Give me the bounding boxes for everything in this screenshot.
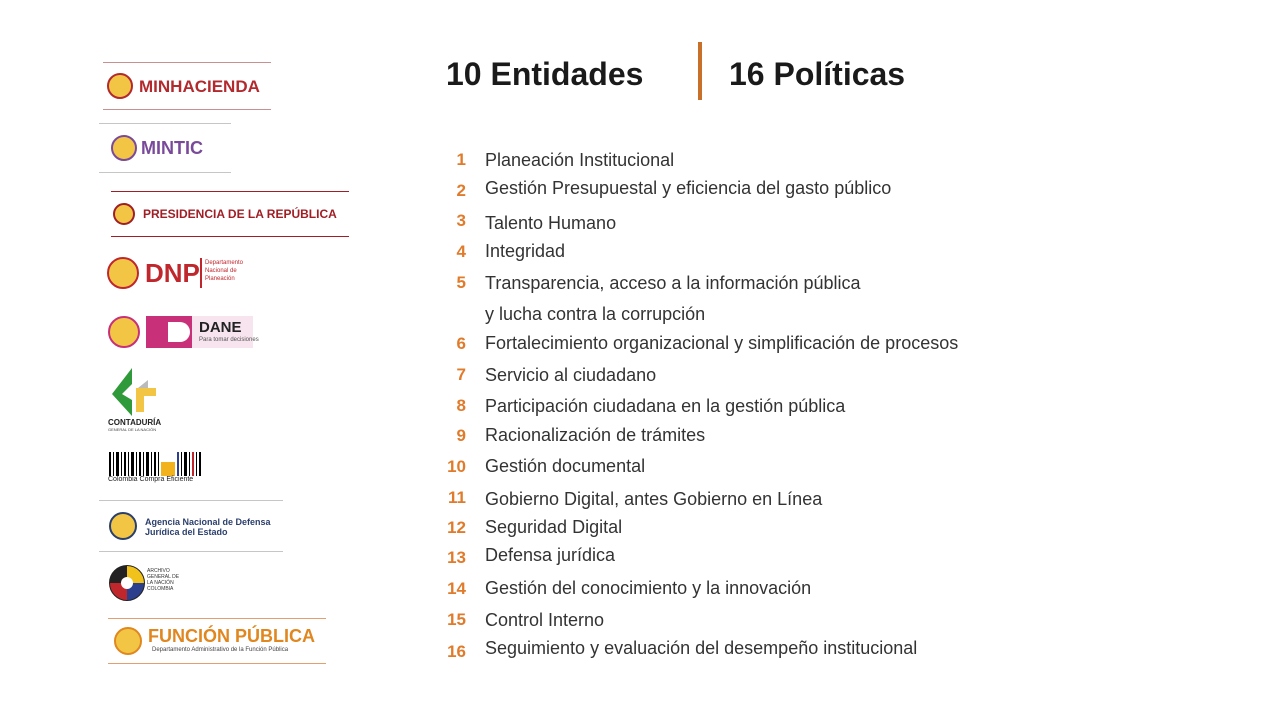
policy-label: Gestión documental bbox=[485, 456, 646, 476]
coat-of-arms-icon bbox=[108, 316, 140, 348]
policy-label: Gestión Presupuestal y eficiencia del gasto público bbox=[485, 178, 892, 198]
contaduria-emblem-icon bbox=[108, 366, 170, 416]
coat-of-arms-icon bbox=[107, 73, 133, 99]
policy-number: 3 bbox=[456, 211, 466, 230]
archivo-general-logo: ARCHIVO GENERAL DE LA NACIÓN COLOMBIA bbox=[107, 562, 183, 604]
barcode-icon bbox=[108, 452, 204, 476]
coat-of-arms-icon bbox=[107, 257, 139, 289]
mintic-logo: MINTIC bbox=[99, 123, 231, 173]
coat-of-arms-icon bbox=[114, 627, 142, 655]
policy-label: Seguridad Digital bbox=[485, 517, 623, 537]
policies-title: 16 Políticas bbox=[729, 56, 906, 92]
policy-label: Gestión del conocimiento y la innovación bbox=[485, 578, 812, 598]
coat-of-arms-icon bbox=[109, 512, 137, 540]
policy-label: Control Interno bbox=[485, 610, 605, 630]
dnp-logo: DNP Departamento Nacional de Planeación bbox=[107, 254, 247, 292]
policy-label: Talento Humano bbox=[485, 213, 617, 233]
policy-label: Participación ciudadana en la gestión pública bbox=[485, 396, 846, 416]
defensa-juridica-logo: Agencia Nacional de Defensa Jurídica del Estado bbox=[99, 500, 283, 552]
archivo-emblem-icon bbox=[109, 565, 145, 601]
coat-of-arms-icon bbox=[111, 135, 137, 161]
policy-number: 1 bbox=[456, 150, 466, 169]
entities-title: 10 Entidades bbox=[446, 56, 644, 92]
policy-number: 12 bbox=[447, 518, 466, 537]
minhacienda-logo: MINHACIENDA bbox=[103, 62, 271, 110]
policy-label: Fortalecimiento organizacional y simplificación de procesos bbox=[485, 333, 959, 353]
policy-number: 11 bbox=[448, 488, 466, 507]
colombia-compra-logo: Colombia Compra Eficiente bbox=[108, 452, 204, 486]
policy-label: Integridad bbox=[485, 241, 566, 261]
policy-number: 9 bbox=[456, 426, 466, 445]
policy-number: 16 bbox=[447, 642, 466, 661]
dane-logo: DANE Para tomar decisiones bbox=[108, 314, 253, 350]
policy-number: 7 bbox=[456, 365, 466, 384]
policy-label: Servicio al ciudadano bbox=[485, 365, 657, 385]
policy-number: 15 bbox=[447, 610, 466, 629]
policy-label: Planeación Institucional bbox=[485, 150, 675, 170]
policy-number: 4 bbox=[456, 242, 466, 261]
policy-number: 14 bbox=[447, 579, 466, 598]
policy-label: Seguimiento y evaluación del desempeño institucional bbox=[485, 638, 918, 658]
title-divider bbox=[698, 42, 702, 100]
policy-label: Transparencia, acceso a la información pública bbox=[485, 273, 861, 293]
policy-label: Defensa jurídica bbox=[485, 545, 616, 565]
policy-number: 10 bbox=[447, 457, 466, 476]
policy-number: 5 bbox=[456, 273, 466, 292]
coat-of-arms-icon bbox=[113, 203, 135, 225]
policy-number: 8 bbox=[456, 396, 466, 415]
contaduria-logo: CONTADURÍA GENERAL DE LA NACIÓN bbox=[108, 366, 170, 434]
policy-label: Gobierno Digital, antes Gobierno en Línea bbox=[485, 489, 823, 509]
policy-label-continued: y lucha contra la corrupción bbox=[485, 304, 706, 324]
policy-number: 2 bbox=[456, 181, 466, 200]
policy-label: Racionalización de trámites bbox=[485, 425, 706, 445]
policy-number: 13 bbox=[447, 548, 466, 567]
presidencia-logo: PRESIDENCIA DE LA REPÚBLICA bbox=[111, 191, 349, 237]
funcion-publica-logo: FUNCIÓN PÚBLICA Departamento Administrativo de la Función Pública bbox=[108, 618, 326, 664]
policy-number: 6 bbox=[456, 334, 466, 353]
